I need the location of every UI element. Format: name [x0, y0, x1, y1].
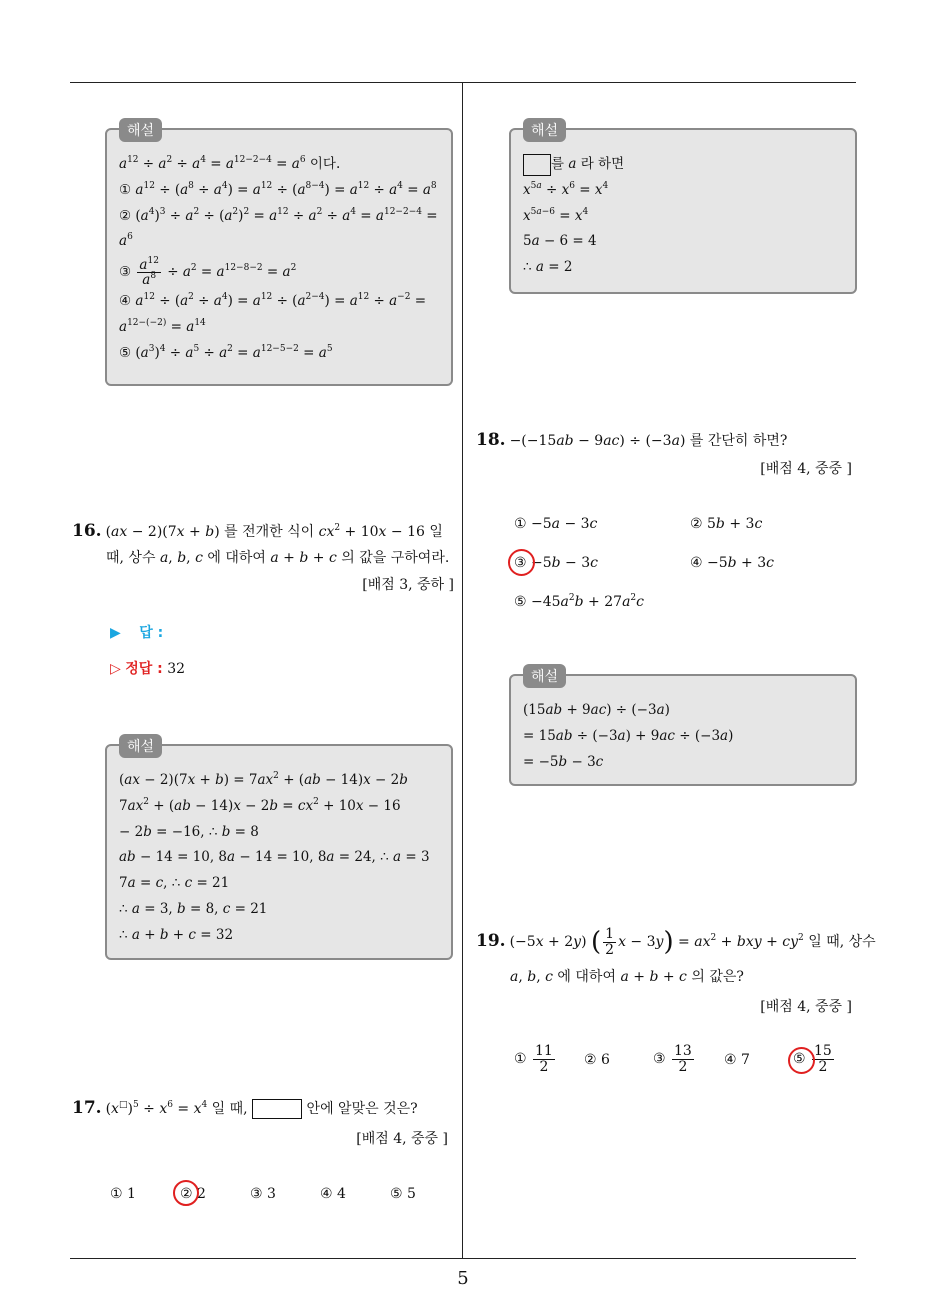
question-number: 17. [72, 1098, 102, 1118]
answer-line [110, 622, 163, 642]
blank-box [523, 154, 551, 176]
solution-line: ∴ a = 2 [523, 259, 573, 276]
question-number: 19. [476, 931, 506, 951]
correct-value: 32 [167, 661, 186, 677]
solution-line: $a^{12} \div a^2 \div a^4 = a^{12-2-4} = a^6$ 이다. [119, 155, 341, 172]
question-19: 19. (−5x + 2y) ( $\frac{1}{2}$ $x - 3y) = ax^2$ + bxy + $cy^2$ 일 때, 상수 [476, 925, 876, 958]
solution-line: ② $(a^4)^3 \div a^2 \div (a^2)^2 = a^{12} \div a^2 \div a^4 = a^{12-2-4}$ = [119, 206, 438, 224]
solution-tab: 해설 [523, 664, 566, 688]
question-meta: [배점 4, 중중 ] [356, 1131, 448, 1147]
solution-line: ④ $a^{12} \div (a^2 \div a^4) = a^{12} \div (a^{2-4}) = a^{12} \div a^{-2}$ = [119, 292, 427, 310]
question-meta: [배점 4, 중중 ] [760, 461, 852, 477]
solution-line: ∴ a + b + c = 32 [119, 926, 234, 943]
top-rule [70, 82, 856, 83]
answer-arrow-icon: ▶ [110, 625, 121, 641]
choice-1[interactable]: ① $\frac{11}{2}$ [514, 1043, 553, 1075]
choice-2[interactable]: ② 6 [584, 1052, 610, 1068]
choice-2[interactable]: ② 2 [180, 1186, 206, 1202]
choice-4[interactable]: ④ 7 [724, 1052, 750, 1068]
selected-choice-circle [508, 549, 535, 576]
question-19-line2: a, b, c 에 대하여 a + b + c 의 값은? [510, 969, 744, 985]
choice-1[interactable]: ① −5a − 3c [514, 516, 598, 532]
solution-tab: 해설 [119, 118, 162, 142]
question-meta: [배점 3, 중하 ] [362, 577, 454, 593]
choice-4[interactable]: ④ −5b + 3c [690, 555, 774, 571]
solution-box-18 [509, 669, 857, 786]
solution-line: ⑤ $(a^3)^4 \div a^5 \div a^2 = a^{12-5-2} = a^5$ [119, 343, 333, 361]
answer-label: 답 : [139, 625, 164, 641]
fraction-numerator: 1 [605, 925, 615, 942]
choice-3[interactable]: ③ 3 [250, 1186, 276, 1202]
question-number: 18. [476, 430, 506, 450]
bottom-rule [70, 1258, 856, 1259]
correct-arrow-icon: ▷ [110, 661, 121, 677]
question-17: 17. $(x^□)^5 \div x^6 = x^4$ 일 때, 안에 알맞은 것은? [72, 1098, 418, 1118]
solution-line: ∴ a = 3, b = 8, c = 21 [119, 900, 268, 917]
column-divider [462, 82, 463, 1259]
solution-line: $7ax^2 + (ab - 14)x - 2b = cx^2 + 10x - 16$ [119, 796, 401, 814]
solution-line: − 2b = −16, ∴ b = 8 [119, 823, 259, 840]
solution-line: = 15ab ÷ (−3a) + 9ac ÷ (−3a) [523, 727, 734, 744]
solution-line: ab − 14 = 10, 8a − 14 = 10, 8a = 24, ∴ a = 3 [119, 849, 430, 866]
choice-3[interactable]: ③ −5b − 3c [514, 555, 598, 571]
solution-tab: 해설 [119, 734, 162, 758]
choice-2[interactable]: ② 5b + 3c [690, 516, 763, 532]
correct-label: 정답 : [125, 661, 163, 677]
blank-box [252, 1099, 302, 1119]
solution-line: 5a − 6 = 4 [523, 233, 597, 250]
solution-line: $a^{12-(-2)} = a^{14}$ [119, 317, 206, 335]
choice-4[interactable]: ④ 4 [320, 1186, 346, 1202]
solution-line: 를 a 라 하면 [523, 152, 843, 178]
solution-tab: 해설 [523, 118, 566, 142]
question-meta: [배점 4, 중중 ] [760, 999, 852, 1015]
solution-line: 7a = c, ∴ c = 21 [119, 875, 230, 892]
solution-line: = −5b − 3c [523, 753, 604, 770]
fraction-denominator: 2 [605, 941, 615, 958]
solution-line: (15ab + 9ac) ÷ (−3a) [523, 702, 670, 718]
solution-line: ① $a^{12} \div (a^8 \div a^4) = a^{12} \div (a^{8-4}) = a^{12} \div a^4 = a^8$ [119, 180, 437, 198]
solution-box-15 [105, 123, 453, 386]
question-16: 16. (ax − 2)(7x + b) 를 전개한 식이 $cx^2 + 10x - 16$ 일 때, 상수 a, b, c 에 대하여 a + b + c 의 값을 구하여라. [72, 521, 450, 566]
solution-line: ③ $\frac{a^{12}}{a^8}$ ÷ $a^2 = a^{12-8-2} = a^2$ [119, 256, 297, 289]
choice-3[interactable]: ③ $\frac{13}{2}$ [653, 1043, 692, 1075]
solution-line: $x^{5a-6} = x^4$ [523, 206, 589, 224]
selected-choice-circle [788, 1047, 815, 1074]
choice-5[interactable]: ⑤ 5 [390, 1186, 416, 1202]
choice-5[interactable]: ⑤ $-45a^2b + 27a^2c$ [514, 593, 644, 610]
question-18: 18. −(−15ab − 9ac) ÷ (−3a) 를 간단히 하면? [476, 430, 788, 450]
page-number: 5 [457, 1268, 469, 1289]
correct-answer-line [110, 658, 185, 678]
solution-line: $a^6$ [119, 232, 133, 250]
solution-box-16 [105, 739, 453, 960]
solution-box-17 [509, 123, 857, 294]
choice-1[interactable]: ① 1 [110, 1186, 136, 1202]
solution-line: $x^{5a} \div x^6 = x^4$ [523, 180, 609, 198]
question-number: 16. [72, 521, 102, 541]
selected-choice-circle [173, 1180, 199, 1206]
solution-line: $(ax - 2)(7x + b) = 7ax^2 + (ab - 14)x - 2b$ [119, 771, 408, 788]
choice-5[interactable]: ⑤ $\frac{15}{2}$ [793, 1043, 832, 1075]
